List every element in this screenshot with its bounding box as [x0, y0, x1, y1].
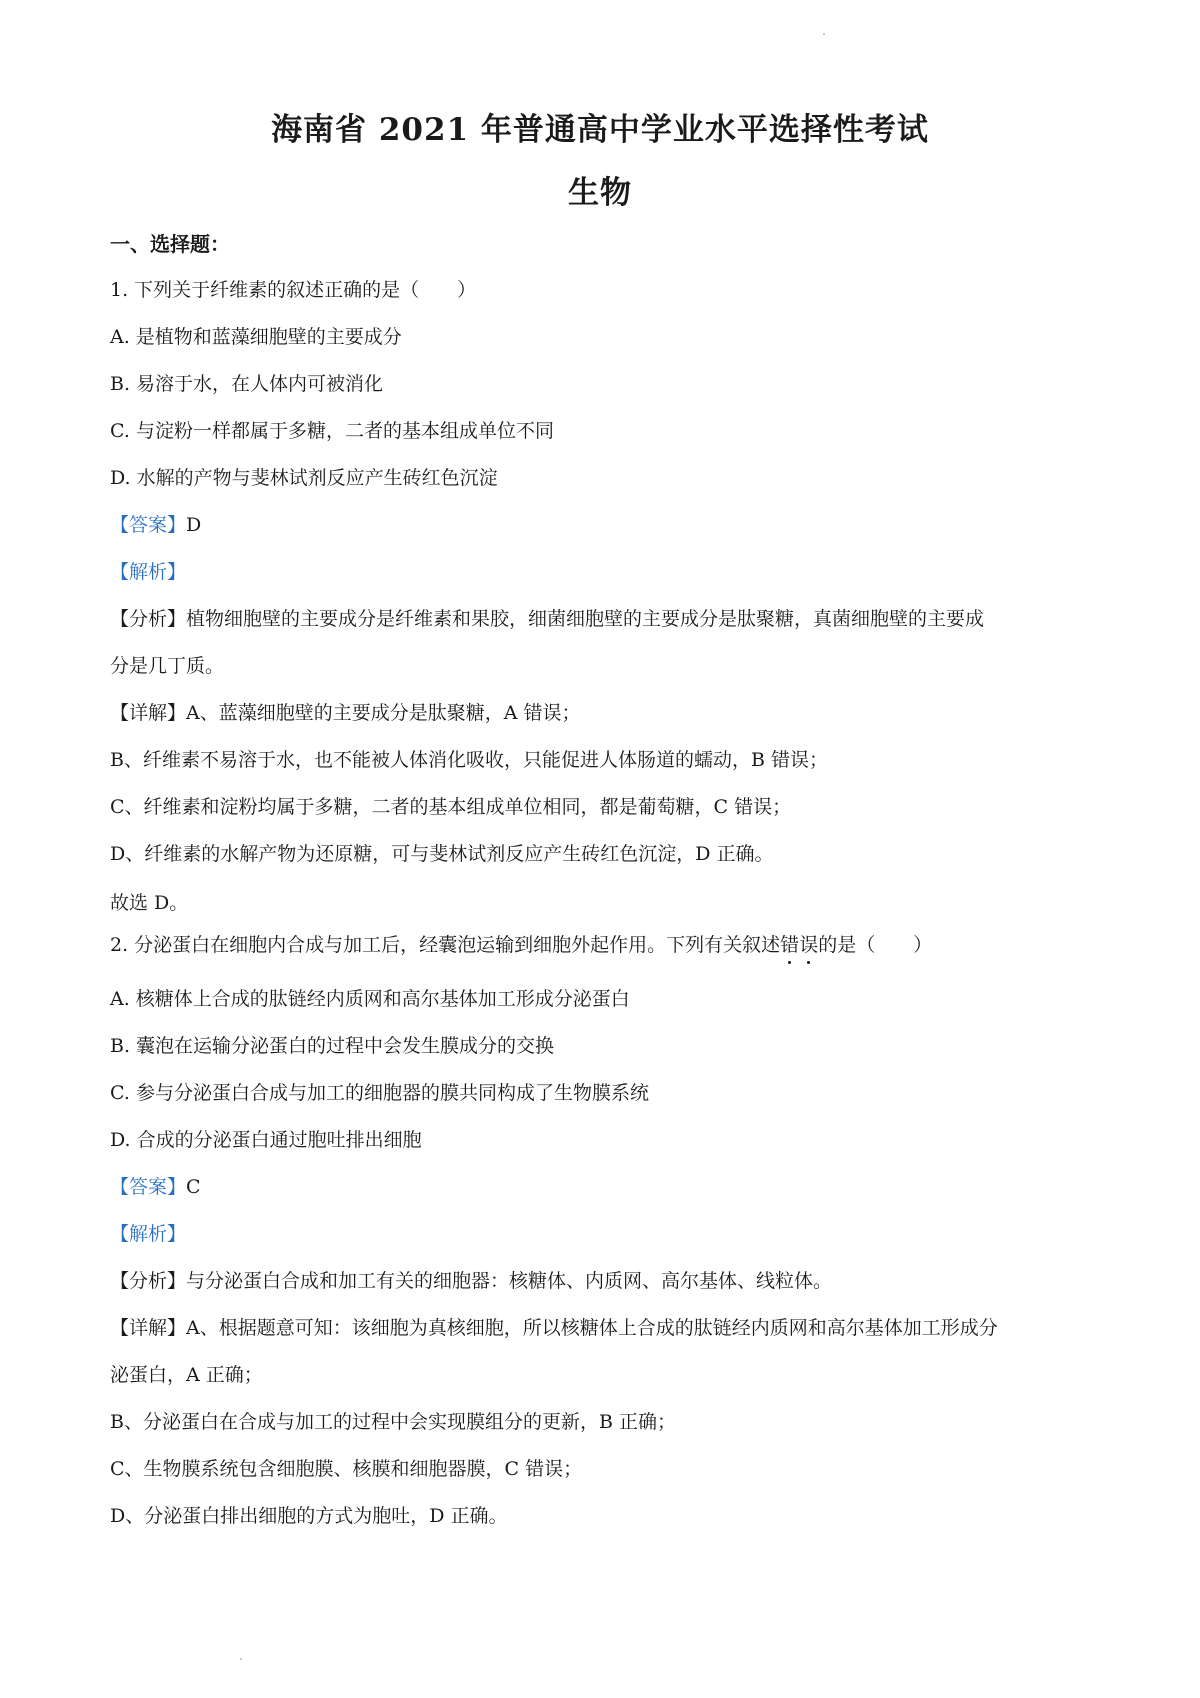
- answer-tag: 【答案】: [110, 514, 187, 536]
- q1-option-c: C. 与淀粉一样都属于多糖，二者的基本组成单位不同: [110, 420, 554, 442]
- q2-analysis-tag: 【解析】: [110, 1223, 187, 1245]
- q1-xiangjie-a: 【详解】A、蓝藻细胞壁的主要成分是肽聚糖，A 错误；: [110, 702, 581, 724]
- q1-stem: 1. 下列关于纤维素的叙述正确的是（ ）: [110, 279, 477, 301]
- exam-title: 海南省 2021 年普通高中学业水平选择性考试: [271, 112, 929, 148]
- q2-xiangjie-d: D、分泌蛋白排出细胞的方式为胞吐，D 正确。: [110, 1505, 508, 1527]
- section-heading: 一、选择题：: [110, 232, 230, 256]
- q1-fenxi-line1: 【分析】植物细胞壁的主要成分是纤维素和果胶，细菌细胞壁的主要成分是肽聚糖，真菌细胞壁的主要成: [110, 608, 985, 630]
- q1-xiangjie-d: D、纤维素的水解产物为还原糖，可与斐林试剂反应产生砖红色沉淀，D 正确。: [110, 843, 774, 865]
- q1-xiangjie-b: B、纤维素不易溶于水，也不能被人体消化吸收，只能促进人体肠道的蠕动，B 错误；: [110, 749, 828, 771]
- q1-option-b: B. 易溶于水，在人体内可被消化: [110, 373, 384, 395]
- q1-fenxi-line2: 分是几丁质。: [110, 655, 225, 677]
- q2-stem: [110, 931, 932, 959]
- q1-answer-value: D: [186, 514, 202, 536]
- q1-answer-line: [110, 511, 201, 539]
- q2-stem-emphasis-2: 误: [799, 931, 818, 959]
- q1-option-d: D. 水解的产物与斐林试剂反应产生砖红色沉淀: [110, 467, 498, 489]
- scan-speck: [823, 33, 825, 35]
- q2-option-c: C. 参与分泌蛋白合成与加工的细胞器的膜共同构成了生物膜系统: [110, 1082, 649, 1104]
- q2-option-b: B. 囊泡在运输分泌蛋白的过程中会发生膜成分的交换: [110, 1035, 555, 1057]
- q2-answer-value: C: [186, 1176, 201, 1198]
- q2-xiangjie-line2: 泌蛋白，A 正确；: [110, 1364, 263, 1386]
- q2-stem-before: 2. 分泌蛋白在细胞内合成与加工后，经囊泡运输到细胞外起作用。下列有关叙述: [110, 934, 781, 956]
- scan-speck: [240, 1658, 242, 1660]
- q1-xiangjie-c: C、纤维素和淀粉均属于多糖，二者的基本组成单位相同，都是葡萄糖，C 错误；: [110, 796, 792, 818]
- q2-xiangjie-b: B、分泌蛋白在合成与加工的过程中会实现膜组分的更新，B 正确；: [110, 1411, 676, 1433]
- q2-option-d: D. 合成的分泌蛋白通过胞吐排出细胞: [110, 1129, 422, 1151]
- q2-xiangjie-line1: 【详解】A、根据题意可知：该细胞为真核细胞，所以核糖体上合成的肽链经内质网和高尔基体加工形成分: [110, 1317, 998, 1339]
- exam-subject: 生物: [568, 175, 632, 211]
- q2-fenxi: 【分析】与分泌蛋白合成和加工有关的细胞器：核糖体、内质网、高尔基体、线粒体。: [110, 1270, 833, 1292]
- q1-option-a: A. 是植物和蓝藻细胞壁的主要成分: [110, 326, 402, 348]
- q2-option-a: A. 核糖体上合成的肽链经内质网和高尔基体加工形成分泌蛋白: [110, 988, 630, 1010]
- q2-xiangjie-c: C、生物膜系统包含细胞膜、核膜和细胞器膜，C 错误；: [110, 1458, 583, 1480]
- q2-answer-line: [110, 1173, 201, 1201]
- answer-tag: 【答案】: [110, 1176, 187, 1198]
- q1-conclusion: 故选 D。: [110, 892, 189, 914]
- q2-stem-emphasis-1: 错: [780, 931, 799, 959]
- q2-stem-after: 的是（ ）: [818, 934, 933, 956]
- q1-analysis-tag: 【解析】: [110, 561, 187, 583]
